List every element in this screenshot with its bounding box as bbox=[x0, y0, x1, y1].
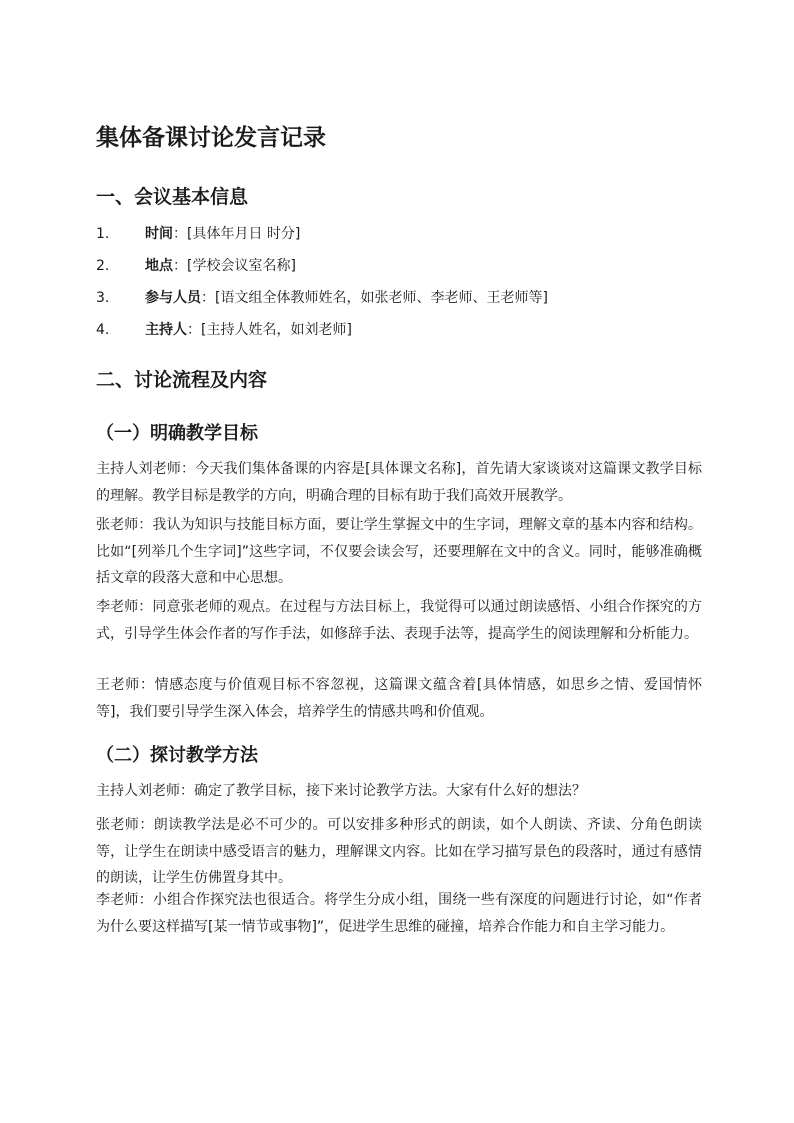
speech-paragraph: 张老师：朗读教学法是必不可少的。可以安排多种形式的朗读，如个人朗读、齐读、分角色朗读等，让学生在朗读中感受语言的魅力，理解课文内容。比如在学习描写景色的段落时，通过有感情的朗读，让学生仿佛置身其中。 bbox=[96, 817, 702, 886]
list-number: 3. bbox=[96, 290, 110, 306]
info-value: [具体年月日 时分] bbox=[187, 226, 301, 242]
speech-paragraph: 王老师：情感态度与价值观目标不容忽视，这篇课文蕴含着[具体情感，如思乡之情、爱国情怀等]，我们要引导学生深入体会，培养学生的情感共鸣和价值观。 bbox=[96, 677, 702, 720]
speech-paragraph: 主持人刘老师：今天我们集体备课的内容是[具体课文名称]，首先请大家谈谈对这篇课文教学目标的理解。教学目标是教学的方向，明确合理的目标有助于我们高效开展教学。 bbox=[96, 461, 702, 504]
info-label: 主持人 bbox=[145, 322, 187, 338]
info-label: 地点 bbox=[145, 258, 173, 274]
list-number: 2. bbox=[96, 258, 110, 274]
speech-paragraph: 李老师：小组合作探究法也很适合。将学生分成小组，围绕一些有深度的问题进行讨论，如“作者为什么要这样描写[某一情节或事物]”，促进学生思维的碰撞，培养合作能力和自主学习能力。 bbox=[96, 892, 702, 935]
info-label: 参与人员 bbox=[145, 290, 201, 306]
info-value: [主持人姓名，如刘老师] bbox=[201, 322, 352, 338]
info-value: [语文组全体教师姓名，如张老师、李老师、王老师等] bbox=[215, 290, 548, 306]
subsection-heading-goals: （一）明确教学目标 bbox=[96, 423, 258, 444]
speech-paragraph: 主持人刘老师：确定了教学目标，接下来讨论教学方法。大家有什么好的想法？ bbox=[96, 783, 586, 799]
list-number: 4. bbox=[96, 322, 110, 338]
section-heading-discussion: 二、讨论流程及内容 bbox=[96, 369, 268, 391]
speech-paragraph: 张老师：我认为知识与技能目标方面，要让学生掌握文中的生字词，理解文章的基本内容和结构。比如“[列举几个生字词]”这些字词，不仅要会读会写，还要理解在文中的含义。同时，能够准确概括文章的段落大意和中心思想。 bbox=[96, 517, 702, 586]
list-number: 1. bbox=[96, 226, 110, 242]
document-title: 集体备课讨论发言记录 bbox=[96, 125, 326, 151]
info-label: 时间 bbox=[145, 226, 173, 242]
speech-paragraph: 李老师：同意张老师的观点。在过程与方法目标上，我觉得可以通过朗读感悟、小组合作探究的方式，引导学生体会作者的写作手法，如修辞手法、表现手法等，提高学生的阅读理解和分析能力。 bbox=[96, 599, 702, 642]
section-heading-basic-info: 一、会议基本信息 bbox=[96, 186, 249, 208]
subsection-heading-methods: （二）探讨教学方法 bbox=[96, 745, 258, 766]
info-value: [学校会议室名称] bbox=[187, 258, 296, 274]
